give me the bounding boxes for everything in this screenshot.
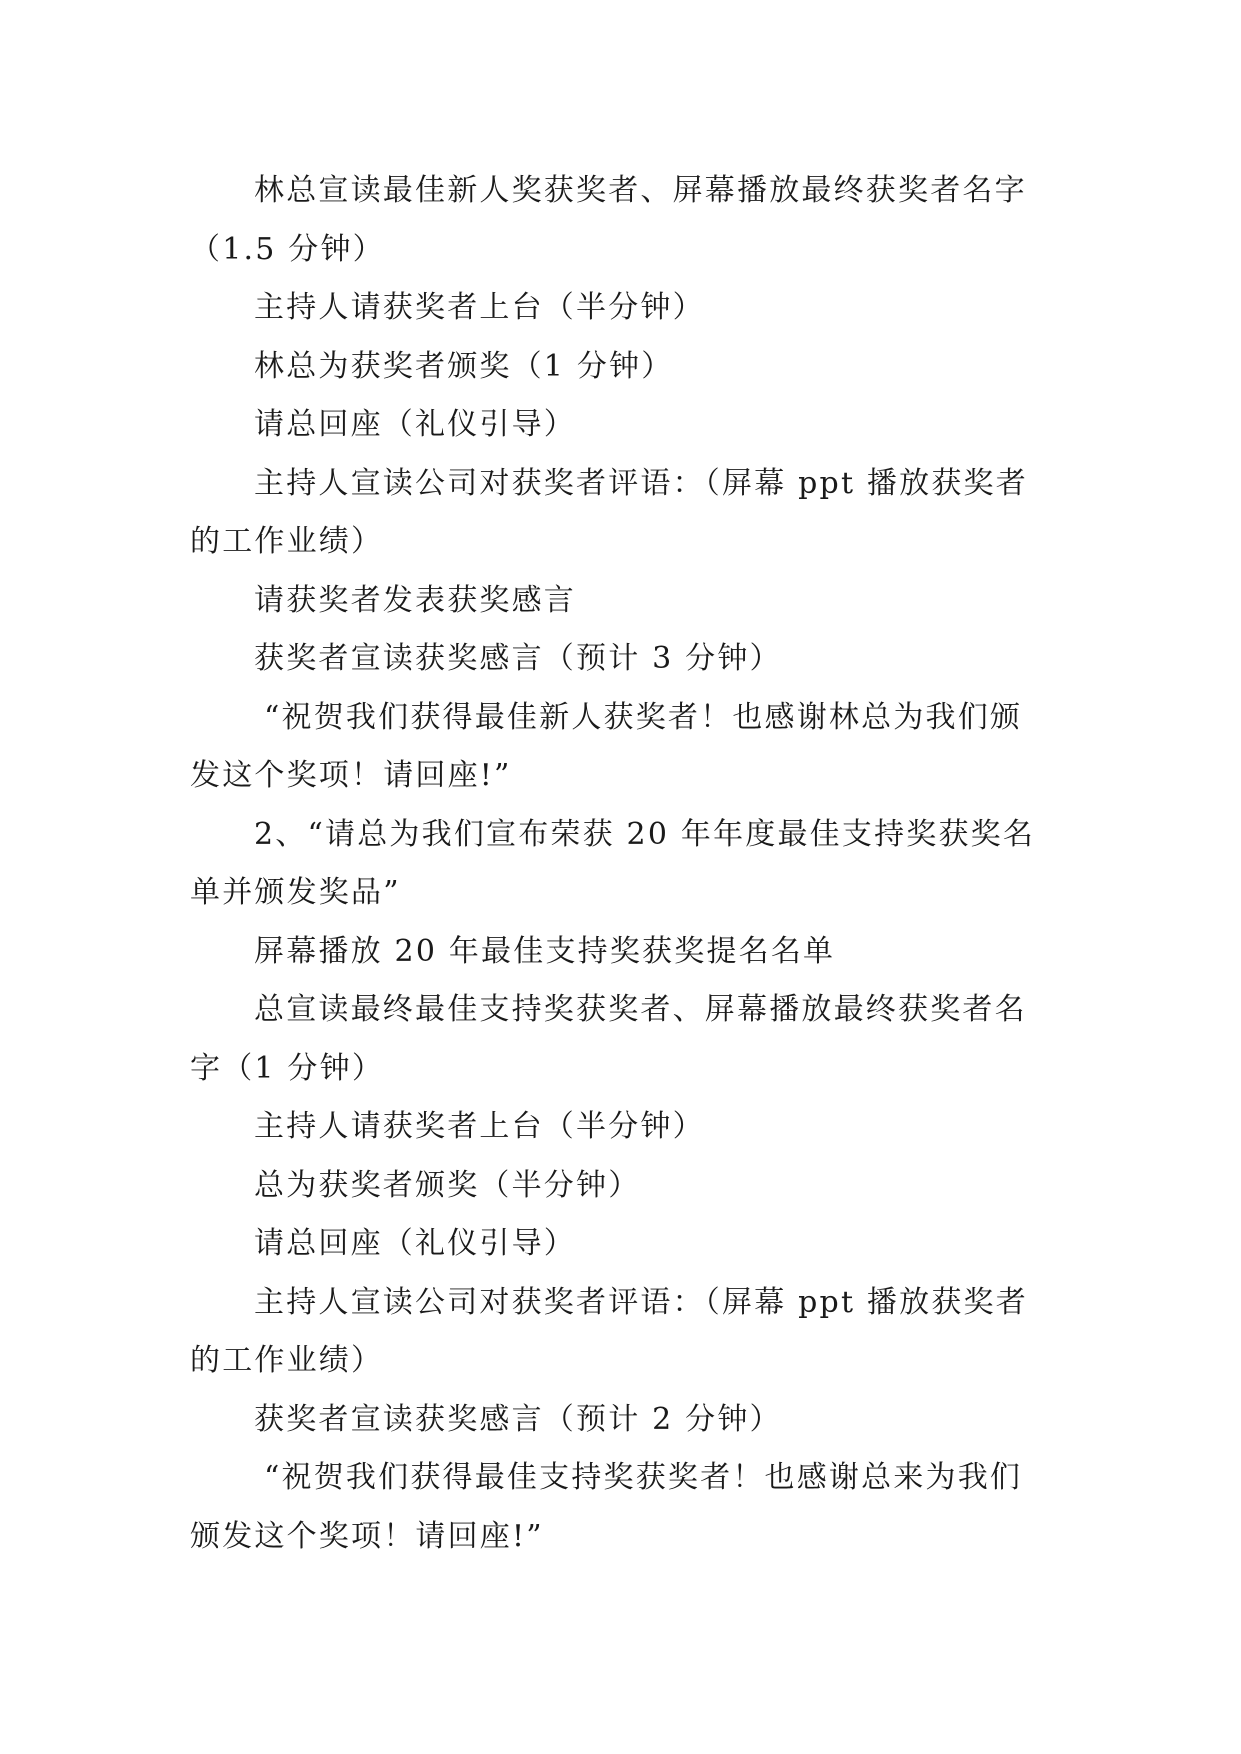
paragraph-congrats-quote: “祝贺我们获得最佳新人获奖者！也感谢林总为我们颁发这个奖项！请回座!” [190,699,1023,793]
paragraph-congrats-quote-2: “祝贺我们获得最佳支持奖获奖者！也感谢总来为我们颁发这个奖项！请回座!” [190,1460,1023,1554]
paragraph-host-invite-winner: 主持人请获奖者上台（半分钟） [254,290,705,325]
paragraph-return-seat-2: 请总回座（礼仪引导） [254,1226,576,1261]
paragraph-winner-speech-invite: 请获奖者发表获奖感言 [254,582,576,618]
paragraph-announce-new-award: 林总宣读最佳新人奖获奖者、屏幕播放最终获奖者名字（1.5 分钟） [190,173,1027,267]
paragraph-host-invite-winner-2: 主持人请获奖者上台（半分钟） [254,1109,705,1144]
paragraph-host-read-comments-2: 主持人宣读公司对获奖者评语：（屏幕 ppt 播放获奖者的工作业绩） [190,1284,1028,1378]
paragraph-host-read-comments: 主持人宣读公司对获奖者评语：（屏幕 ppt 播放获奖者的工作业绩） [190,465,1028,559]
paragraph-announce-support-award: 总宣读最终最佳支持奖获奖者、屏幕播放最终获奖者名字（1 分钟） [190,992,1027,1086]
paragraph-present-award: 林总为获奖者颁奖（1 分钟） [254,348,674,384]
paragraph-winner-speech-2: 获奖者宣读获奖感言（预计 2 分钟） [254,1401,782,1437]
paragraph-return-seat: 请总回座（礼仪引导） [254,407,576,442]
document-body [190,162,1050,1566]
paragraph-present-award-2: 总为获奖者颁奖（半分钟） [254,1167,641,1203]
paragraph-nominee-list: 屏幕播放 20 年最佳支持奖获奖提名名单 [254,933,836,969]
paragraph-winner-speech: 获奖者宣读获奖感言（预计 3 分钟） [254,641,782,676]
paragraph-support-award-intro: 2、“请总为我们宣布荣获 20 年年度最佳支持奖获奖名单并颁发奖品” [190,816,1036,910]
